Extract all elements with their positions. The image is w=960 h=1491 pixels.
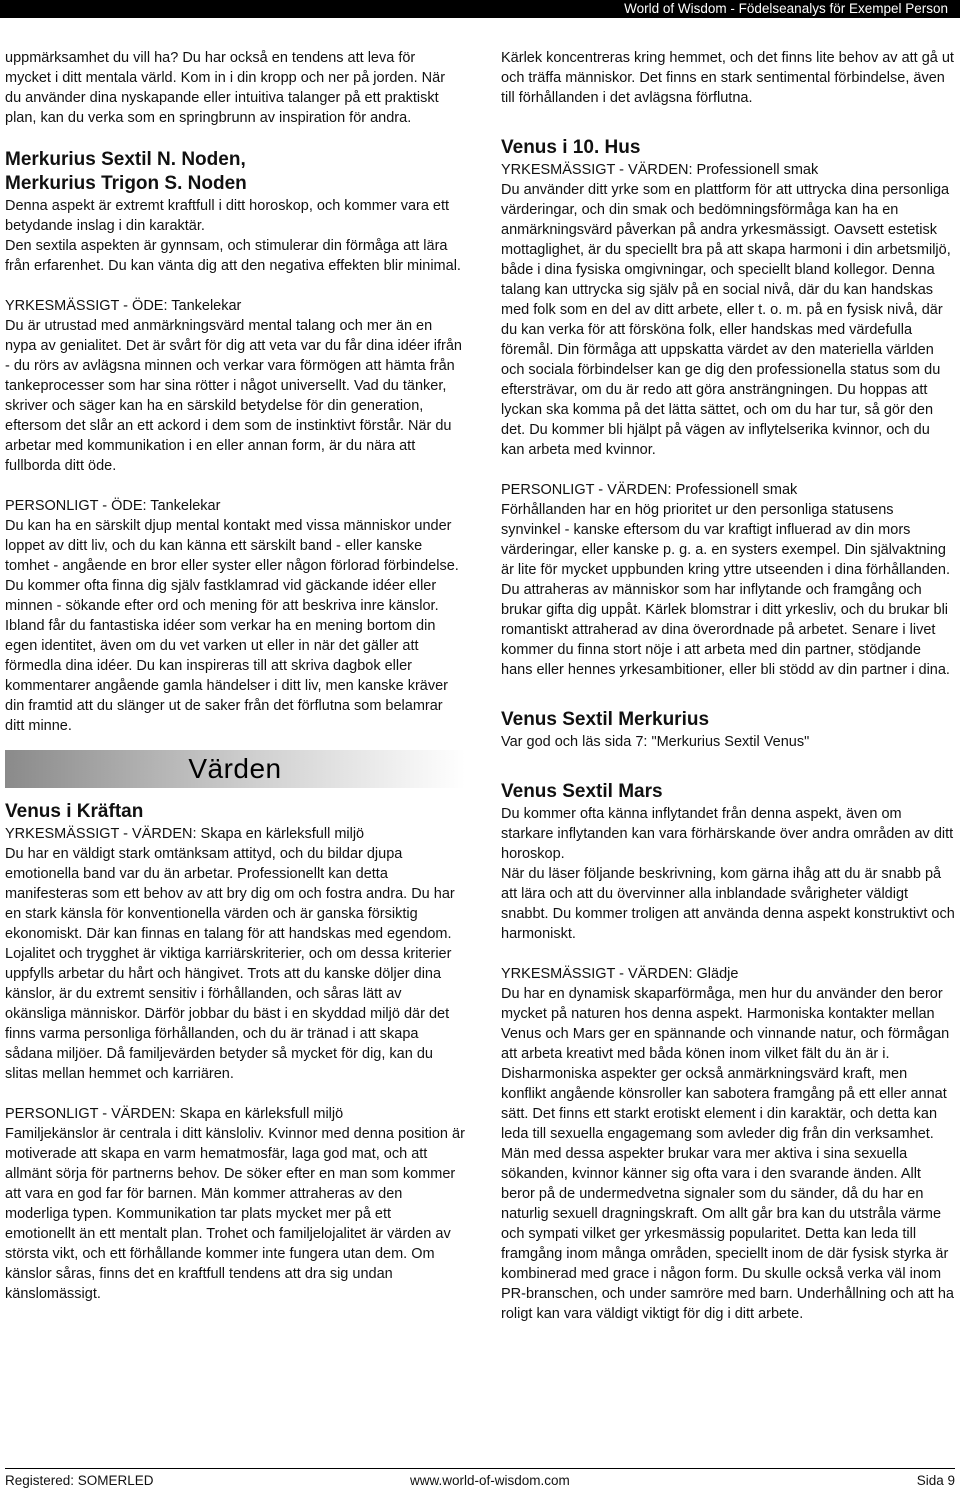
venus-10-yrke-label: YRKESMÄSSIGT - VÄRDEN: Professionell smak — [501, 162, 819, 178]
page-footer — [5, 1468, 955, 1491]
venus-sextil-mars-paragraph-1: Du kommer ofta känna inflytandet från denna aspekt, även om starkare inflytanden kan vara förhärskande över andra områden av ditt horoskop. — [501, 806, 954, 862]
heading-venus-kraftan: Venus i Kräftan — [5, 801, 144, 822]
venus-sextil-mars-paragraph-2: När du läser följande beskrivning, kom gärna ihåg att du är snabb på att lära och att du övervinner alla inblandade svårigheter väldigt snabbt. Du kommer troligen att använda denna aspekt konstruktivt och harmoniskt. — [501, 866, 955, 942]
heading-venus-sextil-mars: Venus Sextil Mars — [501, 781, 663, 802]
yrke-ode-text: Du är utrustad med anmärkningsvärd mental talang och mer än en nypa av genialitet. Det är svårt för dig att veta var du får dina idéer ifrån - du rörs av avlägsna minnen och verkar vara förmögen att hämta från tankeprocesser som har sina rötter i något universellt. Vad du tänker, skriver och säger kan ha en särskild betydelse för din generation, eftersom det slår an ett ackord i dem som de instinktivt förstår. När du arbetar med kommunikation i en eller annan form, är du nära att fullborda ditt öde. — [5, 318, 462, 474]
pers-ode-label: PERSONLIGT - ÖDE: Tankelekar — [5, 498, 221, 514]
venus-kraftan-pers-text: Familjekänslor är centrala i ditt känsloliv. Kvinnor med denna position är motiverade att skapa en varm hematmosfär, laga god mat, och att allmänt sörja för partnerns behov. De söker efter en man som kommer att vara en god far för barnen. Män kommer attraheras av den moderliga typen. Kommunikation tar plats mycket mer på ett emotionellt än ett mentalt plan. Trohet och familjelojalitet är värden av största vikt, och ett förhållande kommer inte fungera utan dem. Om känslor såras, finns det en kraftfull tendens att dra sig undan känslomässigt. — [5, 1126, 465, 1302]
venus-10-yrke-text: Du använder ditt yrke som en plattform för att uttrycka dina personliga värderingar, och din smak och bedömningsförmåga kan ha en anmärkningsvärd påverkan på andra yrkesmässigt. Oavsett estetisk mottaglighet, är du speciellt bra på att skapa harmoni i din arbetsmiljö, både i dina fysiska omgivningar, och speciellt bland kollegor. Denna talang kan uttrycka sig själv på en social nivå, där du kan handskas med folk som en del av ditt arbete, eller t. o. m. på en fysisk nivå, där du kan verka för att försköna folk, eller handskas med värdefulla föremål. Din förmåga att uppskatta värdet av den materiella världen och sociala förbindelser kan ge dig den professionella status som du eftersträvar, om du är redo att göra ansträngningen. Du hoppas att lyckan ska komma på det lätta sättet, och om du har tur, så gör den det. Du kommer bli hjälpt på vägen av inflytelserika kvinnor, och du kan arbeta med kvinnor. — [501, 182, 951, 458]
heading-merkurius-line1: Merkurius Sextil N. Noden, — [5, 149, 246, 170]
venus-kraftan-yrke-label: YRKESMÄSSIGT - VÄRDEN: Skapa en kärleksfull miljö — [5, 826, 365, 842]
section-banner-varden — [5, 750, 465, 788]
page-header — [0, 0, 960, 18]
venus-10-pers-label: PERSONLIGT - VÄRDEN: Professionell smak — [501, 482, 798, 498]
right-column — [501, 48, 956, 1324]
footer-site-link[interactable]: www.world-of-wisdom.com — [410, 1472, 570, 1488]
venus-sextil-mars-yrke-text: Du har en dynamisk skaparförmåga, men hur du använder den beror mycket på naturen hos denna aspekt. Harmoniska kontakter mellan Venus och Mars ger en spännande och vinnande natur, och förmågan att arbeta kreativt med båda könen inom vilket fält du än är i. Disharmoniska aspekter ger också anmärkningsvärd kraft, men konflikt angående könsroller kan sabotera framgång på ett eller annat sätt. Det finns ett starkt erotiskt element i din karaktär, och detta kan leda till sexuella engagemang som avleder dig från din verksamhet. Män med dessa aspekter brukar vara mer aktiva i sina sexuella sökanden, kvinnor känner sig ofta vara i den svarande änden. Allt beror på de undermedvetna signaler som du sänder, då du har en naturlig sexuell dragningskraft. Om allt går bra kan du utstråla värme och sympati vilket ger yrkesmässig popularitet. Detta kan leda till framgång inom många områden, speciellt inom de där fysisk styrka är kombinerad med grace i någon form. Du skulle också verka väl inom PR-branschen, och under samröre med barn. Underhållning och att ha roligt kan vara väldigt viktigt för dig i ditt arbete. — [501, 986, 954, 1322]
footer-page-number: Sida 9 — [916, 1472, 955, 1488]
heading-merkurius-line2: Merkurius Trigon S. Noden — [5, 173, 247, 194]
footer-registered: Registered: SOMERLED — [5, 1472, 154, 1488]
venus-10-pers-text: Förhållanden har en hög prioritet ur den personliga statusens synvinkel - kanske eftersom du var kraftigt influerad av din mors värderingar, eller kanske p. g. a. en systers exempel. Din självaktning är lite för mycket uppbunden kring yttre utseenden i dina förhållanden. Du attraheras av människor som har inflytande och framgång och brukar gifta dig uppåt. Kärlek blomstrar i ditt yrkesliv, och du brukar bli romantiskt attraherad av dina överordnade på arbetet. Senare i livet kommer du finna stort nöje i att arbeta med din partner, stödjande hans eller hennes yrkesambitioner, eller bli stödd av din partner i dina. — [501, 502, 950, 678]
section-banner-label: Värden — [188, 753, 282, 784]
venus-sextil-mars-yrke-label: YRKESMÄSSIGT - VÄRDEN: Glädje — [501, 966, 739, 982]
venus-kraftan-pers-label: PERSONLIGT - VÄRDEN: Skapa en kärleksfull miljö — [5, 1106, 344, 1122]
pers-ode-text: Du kan ha en särskilt djup mental kontakt med vissa människor under loppet av ditt liv, och du kan känna ett särskilt band - eller kanske tomhet - angående en bror eller syster eller någon förlorad förbindelse. Du kommer ofta finna dig själv fastklamrad vid gäckande idéer eller minnen - sökande efter ord och mening för att beskriva inre känslor. Ibland får du fantastiska idéer som verkar ha en mening bortom din egen identitet, även om du vet varken ut eller in när det gäller att förmedla dina idéer. Du kan inspireras till att skriva dagbok eller kommentarer angående gamla händelser i ditt liv, men kanske kräver din framtid att du slänger ut de saker från det förflutna som belamrar ditt minne. — [5, 518, 459, 734]
venus-kraftan-yrke-text: Du har en väldigt stark omtänksam attityd, och du bildar djupa emotionella band var du än arbetar. Professionellt kan detta manifesteras som ett behov av att bry dig om och fostra andra. Du har en stark känsla för konventionella värden och är ganska försiktig ekonomiskt. Där kan finnas en talang för att handskas med egendom. Lojalitet och trygghet är viktiga karriärskriterier, och om dessa kriterier uppfylls arbetar du hårt och hängivet. Trots att du kanske döljer dina känslor, är du extremt sensitiv i förhållanden, och såras lätt av okänsliga människor. Därför jobbar du bäst i en skyddad miljö där det finns varma personliga förhållanden, och du är tränad i att skapa sådana miljöer. Då familjevärden betyder så mycket för dig, kan du slitas mellan hemmet och karriären. — [5, 846, 455, 1082]
heading-venus-sextil-merkurius: Venus Sextil Merkurius — [501, 709, 710, 730]
header-title: World of Wisdom - Födelseanalys för Exempel Person — [624, 1, 948, 16]
venus-sextil-merkurius-text: Var god och läs sida 7: "Merkurius Sextil Venus" — [501, 734, 810, 750]
merkurius-paragraph-2: Den sextila aspekten är gynnsam, och stimulerar din förmåga att lära från erfarenhet. Du kan vänta dig att den negativa effekten blir minimal. — [5, 238, 461, 274]
right-intro-paragraph: Kärlek koncentreras kring hemmet, och det finns lite behov av att gå ut och träffa människor. Det finns en stark sentimental förbindelse, även till förhållanden i det avlägsna förflutna. — [501, 50, 954, 106]
merkurius-paragraph-1: Denna aspekt är extremt kraftfull i ditt horoskop, och kommer vara ett betydande inslag i din karaktär. — [5, 198, 450, 234]
yrke-ode-label: YRKESMÄSSIGT - ÖDE: Tankelekar — [5, 298, 242, 314]
intro-paragraph: uppmärksamhet du vill ha? Du har också en tendens att leva för mycket i ditt mentala värld. Kom in i din kropp och ner på jorden. När du använder dina nyskapande eller intuitiva talanger på ett praktiskt plan, kan du verka som en springbrunn av inspiration för andra. — [5, 50, 446, 126]
left-column — [5, 48, 465, 1304]
heading-venus-10-hus: Venus i 10. Hus — [501, 137, 641, 158]
